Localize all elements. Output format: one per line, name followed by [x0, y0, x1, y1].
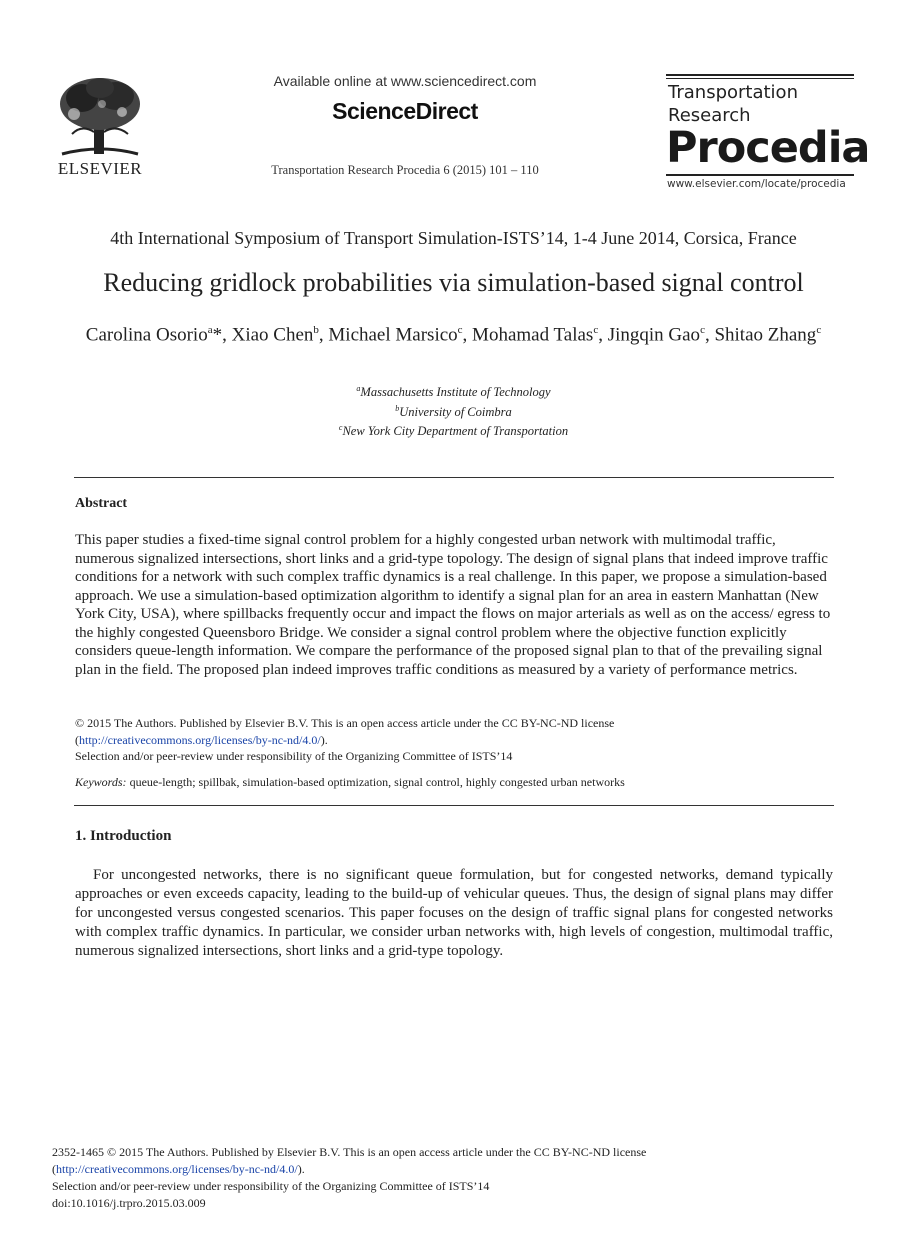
author-list: [60, 318, 847, 347]
license-link[interactable]: http://creativecommons.org/licenses/by-nc-nd/4.0/: [79, 732, 321, 747]
affiliation-mark: c: [700, 324, 705, 336]
footer-peer-review: Selection and/or peer-review under responsibility of the Organizing Committee of ISTS’14: [52, 1179, 490, 1193]
keywords-line: [75, 775, 835, 790]
affiliation-mark: c: [816, 324, 822, 336]
affiliation-mark: c: [338, 423, 343, 433]
footer-link-line: [52, 1161, 872, 1178]
publisher-name: ELSEVIER: [57, 159, 143, 178]
affiliation-mark: c: [593, 324, 599, 336]
footer-license: 2352-1465 © 2015 The Authors. Published by Elsevier B.V. This is an open access article under the CC BY-NC-ND license: [52, 1145, 647, 1159]
paper-title: Reducing gridlock probabilities via simulation-based signal control: [103, 268, 804, 297]
license-text: © 2015 The Authors. Published by Elsevier B.V. This is an open access article under the CC BY-NC-ND license: [75, 716, 615, 730]
affiliation-text: Massachusetts Institute of Technology: [360, 385, 551, 400]
paren: ).: [320, 732, 328, 747]
paren: (: [75, 732, 79, 747]
author-name: Mohamad Talas: [472, 324, 594, 346]
license-link-line: [75, 732, 835, 749]
section-divider: [74, 477, 834, 478]
section-divider: [74, 805, 834, 806]
author-name: Shitao Zhang: [714, 324, 817, 346]
affiliation-mark: c: [457, 324, 463, 336]
affiliation-item: [200, 401, 707, 421]
available-online-link[interactable]: Available online at www.sciencedirect.com: [273, 73, 537, 89]
conference-name: 4th International Symposium of Transport Simulation-ISTS’14, 1-4 June 2014, Corsica, France: [110, 228, 797, 248]
introduction-body: For uncongested networks, there is no significant queue formulation, but for congested networks, demand typically approaches or even exceeds capacity, leading to the build-up of vehicular queues. Thus, the design of signal plans may differ for uncongested versus congested scenarios. This paper focuses on the design of traffic signal plans for congested networks with complex traffic dynamics. In particular, we consider urban networks with, high levels of congestion, multimodal traffic, numerous signalized intersections, short links and a grid-type topology.: [75, 867, 833, 959]
sciencedirect-logo: ScienceDirect: [332, 98, 478, 124]
peer-review-text: Selection and/or peer-review under responsibility of the Organizing Committee of ISTS’14: [75, 749, 513, 763]
logo-line-1: Transportation: [668, 82, 798, 103]
affiliation-list: [200, 381, 707, 440]
license-block: [75, 715, 835, 765]
paren: ).: [297, 1162, 305, 1176]
doi[interactable]: doi:10.1016/j.trpro.2015.03.009: [52, 1196, 206, 1210]
author-separator: ,: [318, 324, 329, 346]
affiliation-text: New York City Department of Transportation: [342, 424, 569, 439]
journal-logo: [666, 74, 870, 194]
affiliation-item: [200, 420, 707, 440]
affiliation-mark: b: [313, 324, 319, 336]
author-separator: ,: [704, 324, 715, 346]
author-separator: ,: [598, 324, 608, 346]
affiliation-mark: b: [395, 403, 400, 413]
keywords-text: queue-length; spillbak, simulation-based optimization, signal control, highly congested urban networks: [126, 775, 625, 789]
author-name: Michael Marsico: [328, 324, 458, 346]
affiliation-mark: a: [207, 324, 213, 336]
introduction-heading: 1. Introduction: [75, 828, 172, 844]
affiliation-item: [200, 381, 707, 401]
journal-reference: Transportation Research Procedia 6 (2015) 101 – 110: [271, 163, 539, 177]
logo-rule: [666, 74, 854, 76]
author-name: Carolina Osorio: [85, 324, 208, 346]
logo-line-3: Procedia: [666, 123, 870, 173]
footer-notes: [52, 1144, 872, 1212]
keywords-label: Keywords:: [75, 775, 127, 789]
journal-url-link[interactable]: www.elsevier.com/locate/procedia: [667, 178, 846, 190]
logo-line-2: Research: [668, 105, 751, 126]
affiliation-text: University of Coimbra: [399, 404, 512, 419]
affiliation-mark: a: [356, 384, 361, 393]
abstract-heading: Abstract: [75, 496, 128, 511]
paren: (: [52, 1162, 56, 1176]
author-separator: *,: [212, 324, 232, 346]
logo-rule: [666, 174, 854, 176]
logo-rule: [666, 78, 854, 79]
author-name: Xiao Chen: [231, 324, 314, 346]
author-separator: ,: [462, 324, 473, 346]
author-name: Jingqin Gao: [607, 324, 701, 346]
abstract-body: This paper studies a fixed-time signal control problem for a highly congested urban network with multimodal traffic, numerous signalized intersections, short links and a grid-type topology. The design of signal plans that indeed improve traffic conditions for a network with such complex traffic dynamics is a real challenge. In this paper, we propose a simulation-based approach. We use a simulation-based optimization algorithm to identify a signal plan for an area in eastern Manhattan (New York City, USA), where spillbacks frequently occur and impact the flows on major arterials as well as on the access/ egress to the highly congested Queensboro Bridge. We consider a signal control problem where the objective function explicitly considers queue-length information. We compare the performance of the proposed signal plan to that of the prevailing signal plan in the field. The proposed plan indeed improves traffic conditions as measured by a variety of performance metrics.: [75, 532, 831, 678]
footer-license-link[interactable]: http://creativecommons.org/licenses/by-nc-nd/4.0/: [56, 1162, 298, 1176]
